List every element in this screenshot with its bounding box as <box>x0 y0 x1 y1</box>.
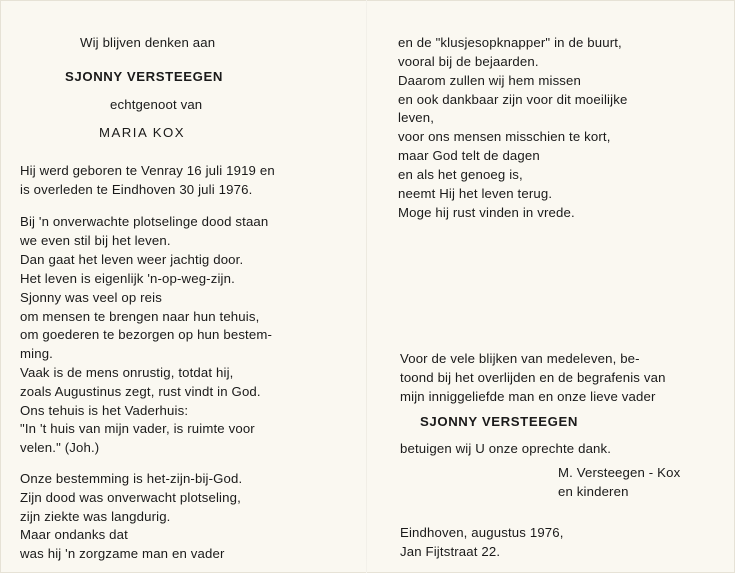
verse-line: vooral bij de bejaarden. <box>398 54 539 69</box>
verse-line: Dan gaat het leven weer jachtig door. <box>20 252 244 267</box>
verse-line: was hij 'n zorgzame man en vader <box>20 546 225 561</box>
place-date: Eindhoven, augustus 1976, <box>400 525 564 540</box>
verse-line: leven, <box>398 110 435 125</box>
verse-line: en de "klusjesopknapper" in de buurt, <box>398 35 622 50</box>
verse-line: ming. <box>20 346 53 361</box>
verse-line: en als het genoeg is, <box>398 167 523 182</box>
verse-line: "In 't huis van mijn vader, is ruimte voor <box>20 421 255 436</box>
address: Jan Fijtstraat 22. <box>400 544 501 559</box>
signature-line: en kinderen <box>558 484 629 499</box>
verse-line: we even stil bij het leven. <box>20 233 171 248</box>
verse-line: neemt Hij het leven terug. <box>398 186 553 201</box>
thanks-line: mijn inniggeliefde man en onze lieve vader <box>400 389 656 404</box>
signature-line: M. Versteegen - Kox <box>558 465 681 480</box>
verse-line: Daarom zullen wij hem missen <box>398 73 582 88</box>
verse-line: Onze bestemming is het-zijn-bij-God. <box>20 471 243 486</box>
intro-text: Wij blijven denken aan <box>80 35 216 50</box>
verse-line: om goederen te bezorgen op hun bestem- <box>20 327 273 342</box>
verse-line: voor ons mensen misschien te kort, <box>398 129 611 144</box>
spouse-label: echtgenoot van <box>110 97 203 112</box>
verse-line: Het leven is eigenlijk 'n-op-weg-zijn. <box>20 271 235 286</box>
verse-line: velen." (Joh.) <box>20 440 100 455</box>
thanks-line: Voor de vele blijken van medeleven, be- <box>400 351 640 366</box>
verse-line: Maar ondanks dat <box>20 527 128 542</box>
thanks-closing: betuigen wij U onze oprechte dank. <box>400 441 612 456</box>
thanks-line: toond bij het overlijden en de begrafenis van <box>400 370 666 385</box>
birth-line: Hij werd geboren te Venray 16 juli 1919 en <box>20 163 275 178</box>
verse-line: Ons tehuis is het Vaderhuis: <box>20 403 189 418</box>
verse-line: maar God telt de dagen <box>398 148 540 163</box>
verse-line: Zijn dood was onverwacht plotseling, <box>20 490 241 505</box>
deceased-name: SJONNY VERSTEEGEN <box>65 69 223 84</box>
verse-line: om mensen te brengen naar hun tehuis, <box>20 309 260 324</box>
card-fold-line <box>366 0 367 573</box>
verse-line: zoals Augustinus zegt, rust vindt in God. <box>20 384 261 399</box>
verse-line: Moge hij rust vinden in vrede. <box>398 205 575 220</box>
birth-line: is overleden te Eindhoven 30 juli 1976. <box>20 182 253 197</box>
verse-line: zijn ziekte was langdurig. <box>20 509 171 524</box>
verse-line: en ook dankbaar zijn voor dit moeilijke <box>398 92 628 107</box>
spouse-name: MARIA KOX <box>99 125 186 140</box>
verse-line: Vaak is de mens onrustig, totdat hij, <box>20 365 234 380</box>
verse-line: Sjonny was veel op reis <box>20 290 162 305</box>
deceased-name-repeat: SJONNY VERSTEEGEN <box>420 414 578 429</box>
verse-line: Bij 'n onverwachte plotselinge dood staan <box>20 214 269 229</box>
